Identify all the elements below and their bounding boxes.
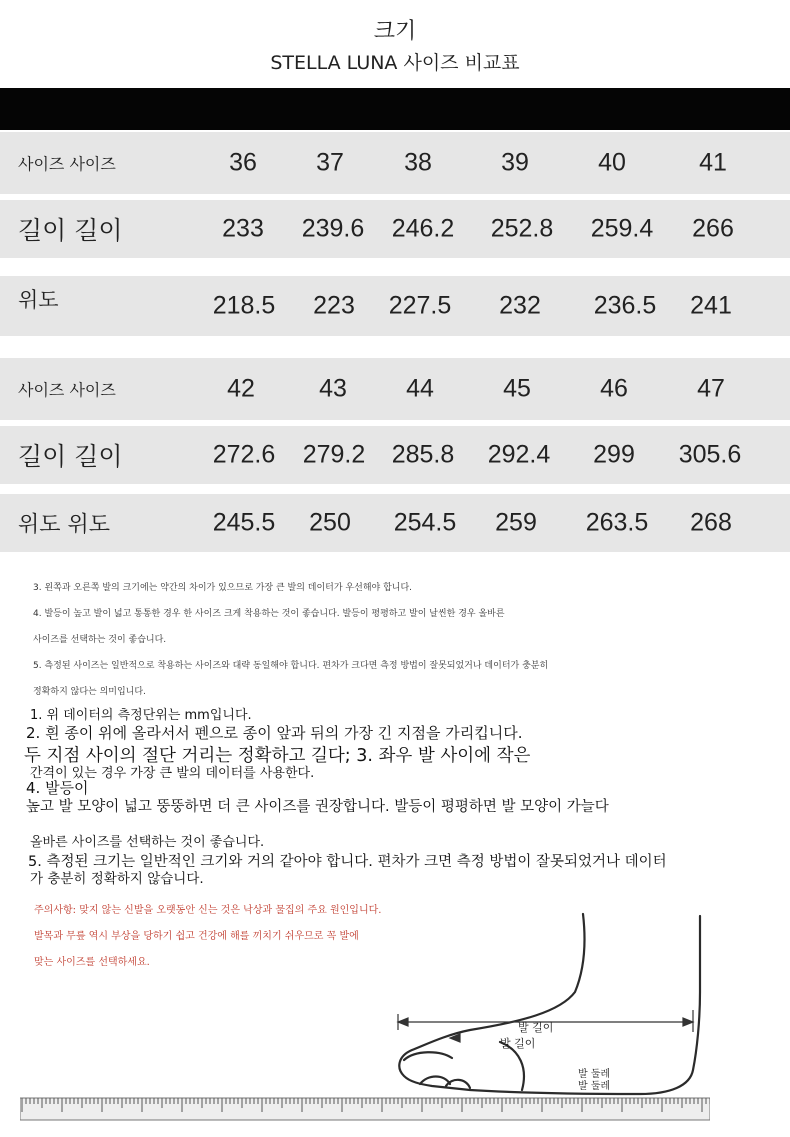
size-value: 43 xyxy=(319,374,347,403)
size-value: 41 xyxy=(699,148,727,177)
ruler-icon xyxy=(20,1094,710,1124)
size-row-top xyxy=(0,132,790,194)
foot-outline-icon xyxy=(399,914,700,1094)
note-line: 간격이 있는 경우 가장 큰 발의 데이터를 사용한다. xyxy=(30,766,315,781)
header-black-bar xyxy=(0,88,790,130)
width-value: 223 xyxy=(313,291,355,320)
length-value: 279.2 xyxy=(302,440,366,469)
length-value: 233 xyxy=(222,214,264,243)
width-value: 250 xyxy=(309,508,351,537)
row-label: 위도 위도 xyxy=(18,512,111,538)
note-line: 5. 측정된 크기는 일반적인 크기와 거의 같아야 합니다. 편차가 크면 측정 방법이 잘못되었거나 데이터 xyxy=(28,854,667,870)
size-value: 37 xyxy=(316,148,344,177)
length-label: 발 길이 xyxy=(518,1021,554,1034)
length-value: 305.6 xyxy=(678,440,742,469)
note-line: 가 충분히 정확하지 않습니다. xyxy=(30,871,204,887)
length-value: 266 xyxy=(692,214,734,243)
length-value: 252.8 xyxy=(490,214,554,243)
size-value: 38 xyxy=(404,148,432,177)
page-subtitle: STELLA LUNA 사이즈 비교표 xyxy=(270,52,520,74)
size-value: 42 xyxy=(227,374,255,403)
row-label: 길이 길이 xyxy=(18,442,123,471)
warning-line: 맞는 사이즈를 선택하세요. xyxy=(34,957,150,968)
width-value: 263.5 xyxy=(585,508,649,537)
length-value: 246.2 xyxy=(391,214,455,243)
width-value: 236.5 xyxy=(593,291,657,320)
note-small-line: 4. 발등이 높고 발이 넓고 통통한 경우 한 사이즈 크게 착용하는 것이 좋습니다. 발등이 평평하고 발이 날씬한 경우 올바른 xyxy=(33,609,505,619)
width-value: 241 xyxy=(690,291,732,320)
size-value: 46 xyxy=(600,374,628,403)
length-value: 292.4 xyxy=(487,440,551,469)
note-small-line: 3. 왼쪽과 오른쪽 발의 크기에는 약간의 차이가 있으므로 가장 큰 발의 데이터가 우선해야 합니다. xyxy=(33,583,413,593)
size-value: 39 xyxy=(501,148,529,177)
foot-diagram xyxy=(0,900,790,1100)
length-row-bottom xyxy=(0,426,790,484)
size-row-bottom xyxy=(0,358,790,420)
note-small-line: 정확하지 않다는 의미입니다. xyxy=(33,687,146,697)
width-value: 232 xyxy=(499,291,541,320)
width-value: 218.5 xyxy=(212,291,276,320)
note-small-line: 5. 측정된 사이즈는 일반적으로 착용하는 사이즈와 대략 동일해야 합니다. 편차가 크다면 측정 방법이 잘못되었거나 데이터가 충분히 xyxy=(33,661,549,671)
size-value: 45 xyxy=(503,374,531,403)
note-line: 높고 발 모양이 넓고 뚱뚱하면 더 큰 사이즈를 권장합니다. 발등이 평평하면 발 모양이 가늘다 xyxy=(26,799,609,815)
note-line: 2. 흰 종이 위에 올라서서 펜으로 종이 앞과 뒤의 가장 긴 지점을 가리킵니다. xyxy=(26,724,523,742)
note-small-line: 사이즈를 선택하는 것이 좋습니다. xyxy=(33,635,167,645)
width-value: 245.5 xyxy=(212,508,276,537)
length-label: 발 길이 xyxy=(500,1037,536,1050)
length-value: 285.8 xyxy=(391,440,455,469)
row-label: 사이즈 사이즈 xyxy=(18,380,116,400)
width-value: 254.5 xyxy=(393,508,457,537)
size-value: 47 xyxy=(697,374,725,403)
length-value: 259.4 xyxy=(590,214,654,243)
width-value: 259 xyxy=(495,508,537,537)
warning-line: 발목과 무릎 역시 부상을 당하기 쉽고 건강에 해를 끼치기 쉬우므로 꼭 발에 xyxy=(34,931,359,942)
width-value: 227.5 xyxy=(388,291,452,320)
width-row-bottom xyxy=(0,494,790,552)
note-line: 두 지점 사이의 절단 거리는 정확하고 길다; 3. 좌우 발 사이에 작은 xyxy=(24,746,531,766)
size-value: 40 xyxy=(598,148,626,177)
girth-label: 발 둘레 xyxy=(578,1069,611,1080)
note-line: 올바른 사이즈를 선택하는 것이 좋습니다. xyxy=(30,835,265,850)
page-title: 크기 xyxy=(373,19,417,44)
row-label: 사이즈 사이즈 xyxy=(18,154,116,174)
width-row-top xyxy=(0,276,790,336)
length-row-top xyxy=(0,200,790,258)
width-value: 268 xyxy=(690,508,732,537)
note-line: 4. 발등이 xyxy=(26,779,89,797)
size-value: 36 xyxy=(229,148,257,177)
length-value: 272.6 xyxy=(212,440,276,469)
row-label: 길이 길이 xyxy=(18,216,123,245)
size-value: 44 xyxy=(406,374,434,403)
note-line: 1. 위 데이터의 측정단위는 mm입니다. xyxy=(30,708,252,723)
girth-label: 발 둘레 xyxy=(578,1081,611,1092)
length-value: 239.6 xyxy=(301,214,365,243)
row-label: 위도 xyxy=(18,287,59,312)
length-value: 299 xyxy=(593,440,635,469)
warning-line: 주의사항: 맞지 않는 신발을 오랫동안 신는 것은 낙상과 물집의 주요 원인입니다. xyxy=(34,905,382,916)
